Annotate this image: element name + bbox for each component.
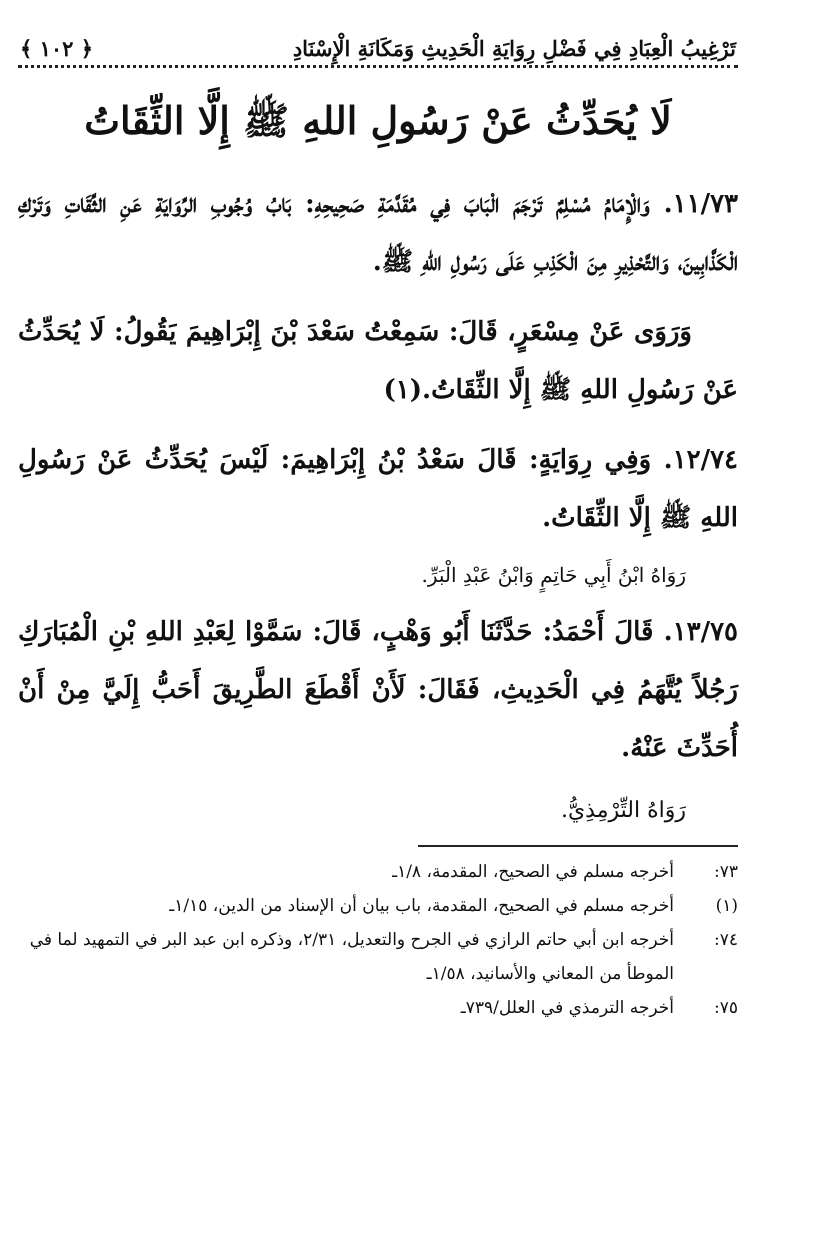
hadith-73-narration: وَرَوَى عَنْ مِسْعَرٍ، قَالَ: سَمِعْتُ سَعْدَ بْنَ إِبْرَاهِيمَ يَقُولُ: لَا يُحَدِّثُ عَنْ رَسُولِ اللهِ ﷺ إِلَّا الثِّقَاتُ.(١) [18,317,738,405]
footnote-item [18,923,738,991]
footnote-key: (١) [715,896,738,916]
footnote-item [18,991,738,1025]
source-75: رَوَاهُ التِّرْمِذِيُّ. [560,798,686,823]
running-header [18,24,738,68]
footnote-item [18,855,738,889]
footnote-key: ٧٥: [714,998,738,1018]
page-number: ﴿ ١٠٢ ﴾ [20,36,94,61]
hadith-74: ١٢/٧٤. وَفِي رِوَايَةٍ: قَالَ سَعْدُ بْنُ إِبْرَاهِيمَ: لَيْسَ يُحَدِّثُ عَنْ رَسُولِ اللهِ ﷺ إِلَّا الثِّقَاتُ. [18,445,738,533]
footnotes [18,855,738,1025]
hadith-73: ١١/٧٣. وَالْإِمَامُ مُسْلِمٌ تَرْجَمَ الْبَابَ فِي مُقَدَّمَةِ صَحِيحِهِ: بَابُ وُجُوبِ الرِّوَايَةِ عَنِ الثِّقَاتِ وَتَرْكِ الْكَذَّابِينَ، وَالتَّحْذِيرِ مِنَ الْكَذِبِ عَلَى رَسُولِ اللهِ ﷺ. [18,189,738,277]
footnote-text: أخرجه مسلم في الصحيح، المقدمة، باب بيان أن الإسناد من الدين، ١/١٥ـ [169,896,674,916]
source-74: رَوَاهُ ابْنُ أَبِي حَاتِمٍ وَابْنُ عَبْدِ الْبَرِّ. [421,563,686,587]
book-page [18,24,738,1244]
footnote-item [18,889,738,923]
chapter-title: لَا يُحَدِّثُ عَنْ رَسُولِ اللهِ ﷺ إِلَّا الثِّقَاتُ [84,98,672,143]
footnote-rule [418,845,738,847]
footnote-key: ٧٤: [714,930,738,950]
hadith-75: ١٣/٧٥. قَالَ أَحْمَدُ: حَدَّثَنَا أَبُو وَهْبٍ، قَالَ: سَمَّوْا لِعَبْدِ اللهِ بْنِ الْمُبَارَكِ رَجُلاً يُتَّهَمُ فِي الْحَدِيثِ، فَقَالَ: لَأَنْ أَقْطَعَ الطَّرِيقَ أَحَبُّ إِلَيَّ مِنْ أَنْ أُحَدِّثَ عَنْهُ. [18,617,738,763]
footnote-text: أخرجه مسلم في الصحيح، المقدمة، ١/٨ـ [392,862,674,882]
footnote-text: أخرجه الترمذي في العلل/٧٣٩ـ [460,998,674,1018]
running-title: تَرْغِيبُ الْعِبَادِ فِي فَضْلِ رِوَايَةِ الْحَدِيثِ وَمَكَانَةِ الْإِسْنَادِ [292,36,736,61]
footnote-text: أخرجه ابن أبي حاتم الرازي في الجرح والتعديل، ٢/٣١، وذكره ابن عبد البر في التمهيد لما في الموطأ من المعاني والأسانيد، ١/٥٨ـ [29,930,674,984]
footnote-key: ٧٣: [714,862,738,882]
